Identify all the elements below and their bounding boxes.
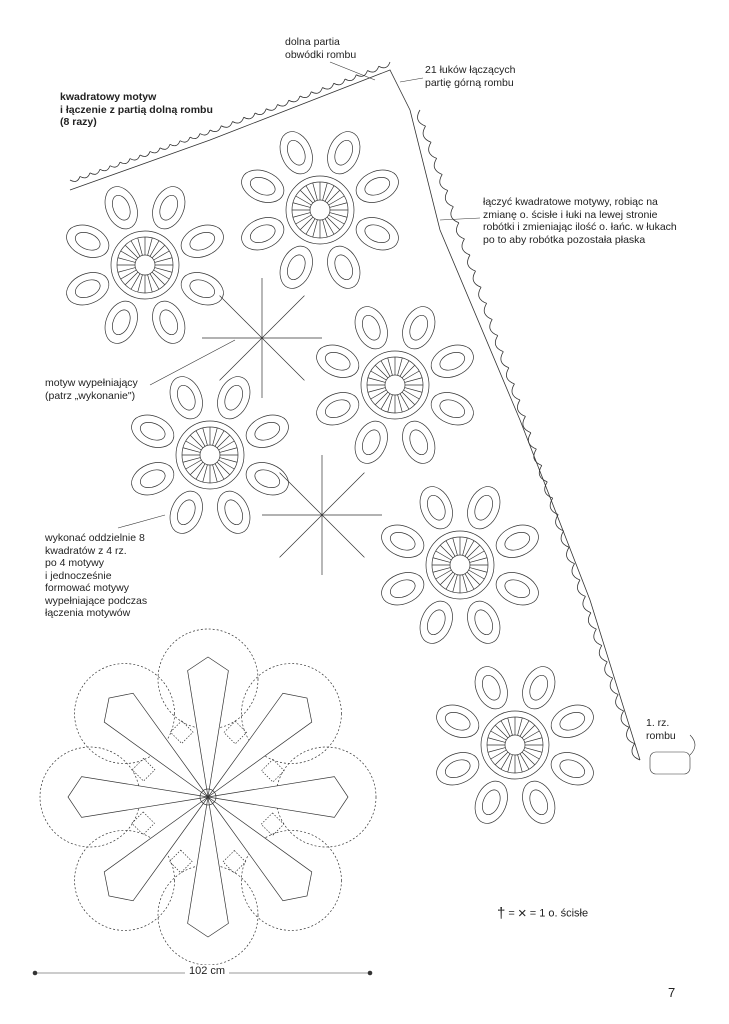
motif-petal xyxy=(491,519,543,564)
motif-petal xyxy=(312,386,364,431)
motif-petal-inner xyxy=(471,493,496,523)
motif-petal xyxy=(241,409,293,454)
motif-petal xyxy=(176,219,228,264)
motif-petal xyxy=(62,266,114,311)
motif-spoke xyxy=(138,275,143,292)
motif-spoke xyxy=(300,190,313,203)
motif-petal-inner xyxy=(362,174,392,199)
motif-petal xyxy=(274,241,319,293)
motif-spoke xyxy=(470,568,487,573)
motif-spoke xyxy=(203,428,208,445)
motif-spoke xyxy=(213,465,218,482)
motif-center xyxy=(200,445,220,465)
motif-spoke xyxy=(398,395,403,412)
motif-petal-inner xyxy=(557,756,587,781)
star-ray xyxy=(220,338,262,380)
motif-petal-inner xyxy=(252,419,282,444)
motif-petal xyxy=(432,746,484,791)
motif-spoke xyxy=(306,219,315,235)
motif-spoke xyxy=(501,754,510,770)
motif-petal-inner xyxy=(221,497,246,527)
motif-spoke xyxy=(381,394,390,410)
motif-petal-inner xyxy=(406,313,431,343)
motif-petal-inner xyxy=(443,709,473,734)
motif-center xyxy=(450,555,470,575)
doily-diamond xyxy=(170,721,193,744)
motif-spoke xyxy=(150,241,159,257)
motif-spoke xyxy=(491,731,507,740)
star-ray xyxy=(280,473,322,515)
motif-petal xyxy=(274,127,319,179)
motif-petal-inner xyxy=(388,529,418,554)
motif-spoke xyxy=(402,392,415,405)
motif-spoke xyxy=(219,441,235,450)
motif-spoke xyxy=(525,738,542,743)
motif-petal xyxy=(516,776,561,828)
motif-spoke xyxy=(469,570,485,579)
motif-spoke xyxy=(313,220,318,237)
motif-spoke xyxy=(293,203,310,208)
dimension-label: 102 cm xyxy=(185,965,229,977)
star-ray xyxy=(220,296,262,338)
motif-spoke xyxy=(375,365,388,378)
motif-spoke xyxy=(313,183,318,200)
motif-spoke xyxy=(436,570,452,579)
motif-petal xyxy=(414,596,459,648)
motif-spoke xyxy=(520,754,529,770)
motif-petal xyxy=(127,456,179,501)
motif-spoke xyxy=(330,213,347,218)
flower-motif xyxy=(312,302,479,469)
motif-spoke xyxy=(433,558,450,563)
motif-petal xyxy=(396,302,441,354)
motif-petal xyxy=(469,776,514,828)
motif-spoke xyxy=(118,268,135,273)
label-filler-motif: motyw wypełniający (patrz „wykonanie") xyxy=(45,377,138,402)
motif-petal xyxy=(426,339,478,384)
motif-petal xyxy=(396,416,441,468)
motif-petal xyxy=(546,699,598,744)
motif-spoke xyxy=(183,448,200,453)
doily-rhombus xyxy=(68,777,208,818)
doily-rhombus xyxy=(208,777,348,818)
motif-petal-inner xyxy=(443,756,473,781)
motif-spoke xyxy=(433,568,450,573)
motif-petal-inner xyxy=(187,276,217,301)
doily-diamond xyxy=(132,758,155,781)
motif-spoke xyxy=(125,245,138,258)
motif-spoke xyxy=(152,245,165,258)
motif-spoke xyxy=(404,390,420,399)
motif-spoke xyxy=(436,551,452,560)
star-ray xyxy=(322,473,364,515)
motif-petal-inner xyxy=(437,349,467,374)
motif-spoke xyxy=(323,220,328,237)
motif-spoke xyxy=(495,725,508,738)
dimension-end-left xyxy=(33,971,37,975)
motif-spoke xyxy=(470,558,487,563)
motif-spoke xyxy=(465,541,474,557)
motif-petal xyxy=(146,182,191,234)
motif-spoke xyxy=(371,390,387,399)
leader-make-separately xyxy=(118,515,165,528)
motif-petal-inner xyxy=(252,466,282,491)
stitch-legend: † = × = 1 o. ścisłe xyxy=(497,905,589,922)
motif-petal xyxy=(377,566,429,611)
motif-petal xyxy=(321,241,366,293)
motif-spoke xyxy=(217,435,230,448)
label-make-separately: wykonać oddzielnie 8 kwadratów z 4 rz. po 4 motywy i jednocześnie formować motywy wypełniające podczas łączenia motywów xyxy=(45,532,148,619)
right-chain-arcs-lower xyxy=(517,400,640,760)
motif-spoke xyxy=(213,428,218,445)
motif-spoke xyxy=(440,572,453,585)
motif-spoke xyxy=(405,378,422,383)
motif-petal-inner xyxy=(138,419,168,444)
motif-petal-inner xyxy=(187,229,217,254)
motif-spoke xyxy=(381,361,390,377)
motif-petal xyxy=(351,164,403,209)
motif-spoke xyxy=(501,721,510,737)
motif-petal-inner xyxy=(323,396,353,421)
motif-petal-inner xyxy=(221,383,246,413)
motif-petal-inner xyxy=(248,174,278,199)
label-join-motifs: łączyć kwadratowe motywy, robiąc na zmianę o. ścisłe i łuki na lewej stronie robótki i zmieniając ilość o. łańc. w łukach po to aby robótka pozostała płaska xyxy=(483,196,677,246)
motif-spoke xyxy=(183,458,200,463)
label-bottom-edge: dolna partia obwódki rombu xyxy=(285,36,357,61)
motif-spoke xyxy=(467,572,480,585)
leader-first-row xyxy=(690,735,695,755)
motif-petal xyxy=(426,386,478,431)
flower-motif xyxy=(62,182,229,349)
cross-symbol: × xyxy=(517,905,527,922)
motif-petal-inner xyxy=(502,576,532,601)
motif-spoke xyxy=(293,213,310,218)
motif-petal xyxy=(99,182,144,234)
motif-spoke xyxy=(508,755,513,772)
motif-spoke xyxy=(196,431,205,447)
motif-spoke xyxy=(524,750,540,759)
motif-spoke xyxy=(131,274,140,290)
motif-spoke xyxy=(522,752,535,765)
filler-star-motif xyxy=(262,455,382,575)
motif-petal-inner xyxy=(284,138,309,168)
motif-petal-inner xyxy=(73,276,103,301)
motif-petal-inner xyxy=(109,193,134,223)
motif-petal-inner xyxy=(557,709,587,734)
motif-petal xyxy=(62,219,114,264)
motif-petal xyxy=(546,746,598,791)
doily-diamond xyxy=(224,721,247,744)
filler-star-motif xyxy=(202,278,322,398)
motif-spoke xyxy=(388,358,393,375)
motif-petal xyxy=(164,372,209,424)
motif-spoke xyxy=(148,238,153,255)
label-square-motif: kwadratowy motyw i łączenie z partią dolną rombu (8 razy) xyxy=(60,91,213,128)
motif-petal xyxy=(516,662,561,714)
doily-rhombus xyxy=(208,693,312,797)
doily-diamond xyxy=(261,813,284,836)
motif-spoke xyxy=(190,462,203,475)
motif-spoke xyxy=(488,738,505,743)
flower-motif xyxy=(237,127,404,294)
motif-spoke xyxy=(138,238,143,255)
flower-motif xyxy=(377,482,544,649)
motif-spoke xyxy=(327,190,340,203)
doily-rhombus xyxy=(208,797,312,901)
motif-petal-inner xyxy=(323,349,353,374)
doily-rhombus xyxy=(104,693,208,797)
motif-petal-inner xyxy=(156,307,181,337)
motif-spoke xyxy=(495,752,508,765)
doily-diamond xyxy=(223,851,246,874)
motif-petal xyxy=(469,662,514,714)
motif-petal-inner xyxy=(174,383,199,413)
star-ray xyxy=(322,515,364,557)
motif-spoke xyxy=(388,395,393,412)
motif-spoke xyxy=(125,272,138,285)
motif-petal-inner xyxy=(502,529,532,554)
motif-petal xyxy=(461,482,506,534)
motif-spoke xyxy=(190,435,203,448)
motif-petal xyxy=(414,482,459,534)
motif-petal xyxy=(349,416,394,468)
motif-spoke xyxy=(219,460,235,469)
motif-spoke xyxy=(186,460,202,469)
star-ray xyxy=(262,338,304,380)
motif-petal xyxy=(237,164,289,209)
motif-petal xyxy=(461,596,506,648)
motif-spoke xyxy=(154,251,170,260)
motif-spoke xyxy=(296,196,312,205)
motif-spoke xyxy=(300,217,313,230)
motif-spoke xyxy=(325,186,334,202)
motif-spoke xyxy=(152,272,165,285)
motif-spoke xyxy=(440,545,453,558)
motif-spoke xyxy=(203,465,208,482)
motif-petal-inner xyxy=(479,673,504,703)
motif-spoke xyxy=(467,545,480,558)
motif-petal-inner xyxy=(424,493,449,523)
flower-motif xyxy=(127,372,294,539)
motif-spoke xyxy=(368,388,385,393)
motif-spoke xyxy=(329,215,345,224)
motif-spoke xyxy=(121,251,137,260)
motif-petal-inner xyxy=(424,607,449,637)
motif-spoke xyxy=(446,541,455,557)
motif-spoke xyxy=(520,721,529,737)
motif-petal-inner xyxy=(526,673,551,703)
motif-spoke xyxy=(398,358,403,375)
motif-spoke xyxy=(329,196,345,205)
leader-filler-motif xyxy=(150,340,235,385)
motif-spoke xyxy=(154,270,170,279)
motif-spoke xyxy=(186,441,202,450)
page-number: 7 xyxy=(668,985,676,1000)
motif-spoke xyxy=(518,718,523,735)
motif-spoke xyxy=(296,215,312,224)
motif-spoke xyxy=(327,217,340,230)
motif-spoke xyxy=(196,464,205,480)
right-chain-arcs-upper xyxy=(418,110,520,400)
motif-petal xyxy=(211,372,256,424)
motif-spoke xyxy=(217,462,230,475)
motif-spoke xyxy=(522,725,535,738)
motif-petal xyxy=(349,302,394,354)
motif-petal-inner xyxy=(138,466,168,491)
motif-petal-inner xyxy=(437,396,467,421)
motif-petal xyxy=(164,486,209,538)
motif-spoke xyxy=(155,268,172,273)
motif-spoke xyxy=(325,219,334,235)
motif-spoke xyxy=(368,378,385,383)
motif-spoke xyxy=(453,575,458,592)
motif-center xyxy=(385,375,405,395)
motif-petal xyxy=(127,409,179,454)
motif-petal-inner xyxy=(388,576,418,601)
motif-spoke xyxy=(330,203,347,208)
motif-spoke xyxy=(463,538,468,555)
motif-spoke xyxy=(404,371,420,380)
motif-petal-inner xyxy=(331,252,356,282)
motif-petal xyxy=(237,211,289,256)
motif-spoke xyxy=(465,574,474,590)
label-first-row: 1. rz. rombu xyxy=(646,717,676,742)
motif-petal xyxy=(176,266,228,311)
motif-spoke xyxy=(121,270,137,279)
motif-petal-inner xyxy=(359,427,384,457)
motif-center xyxy=(135,255,155,275)
flower-motif xyxy=(432,662,599,829)
motif-spoke xyxy=(405,388,422,393)
motif-petal-inner xyxy=(73,229,103,254)
motif-spoke xyxy=(220,448,237,453)
motif-center xyxy=(505,735,525,755)
motif-petal xyxy=(351,211,403,256)
motif-petal-inner xyxy=(156,193,181,223)
motif-spoke xyxy=(148,275,153,292)
motif-spoke xyxy=(131,241,140,257)
motif-spoke xyxy=(323,183,328,200)
doily-rhombus xyxy=(104,797,208,901)
motif-petal-inner xyxy=(479,787,504,817)
motif-petal-inner xyxy=(471,607,496,637)
motif-petal-inner xyxy=(331,138,356,168)
motif-spoke xyxy=(524,731,540,740)
motif-petal-inner xyxy=(406,427,431,457)
motif-petal-inner xyxy=(248,221,278,246)
motif-petal-inner xyxy=(284,252,309,282)
motif-spoke xyxy=(215,464,224,480)
doily-overview xyxy=(40,629,376,965)
motif-spoke xyxy=(400,361,409,377)
motif-petal-inner xyxy=(362,221,392,246)
motif-spoke xyxy=(518,755,523,772)
motif-spoke xyxy=(525,748,542,753)
motif-spoke xyxy=(150,274,159,290)
motif-spoke xyxy=(375,392,388,405)
motif-spoke xyxy=(402,365,415,378)
motif-spoke xyxy=(453,538,458,555)
motif-spoke xyxy=(446,574,455,590)
motif-spoke xyxy=(220,458,237,463)
motif-petal xyxy=(321,127,366,179)
dimension-end-right xyxy=(368,971,372,975)
rhombus-top-edge xyxy=(70,70,410,190)
motif-center xyxy=(310,200,330,220)
motif-spoke xyxy=(491,750,507,759)
motif-petal xyxy=(211,486,256,538)
motif-petal xyxy=(146,296,191,348)
top-chain-arcs-right xyxy=(210,62,390,132)
top-chain-arcs-left xyxy=(70,130,210,181)
star-ray xyxy=(262,296,304,338)
motif-petal xyxy=(312,339,364,384)
motif-petal xyxy=(491,566,543,611)
star-ray xyxy=(280,515,322,557)
motif-spoke xyxy=(306,186,315,202)
leader-arcs-top xyxy=(400,78,423,82)
motif-petal-inner xyxy=(174,497,199,527)
motif-spoke xyxy=(400,394,409,410)
motif-petal-inner xyxy=(109,307,134,337)
doily-diamond xyxy=(169,850,192,873)
motif-spoke xyxy=(488,748,505,753)
motif-petal xyxy=(432,699,484,744)
motif-spoke xyxy=(155,258,172,263)
motif-petal xyxy=(99,296,144,348)
label-arcs-top: 21 łuków łączących partię górną rombu xyxy=(425,64,516,89)
leader-join-motifs xyxy=(440,218,480,220)
motif-spoke xyxy=(469,551,485,560)
motif-spoke xyxy=(118,258,135,263)
motif-petal xyxy=(377,519,429,564)
first-row-detail xyxy=(650,752,690,774)
dagger-symbol: † xyxy=(497,905,506,922)
motif-spoke xyxy=(508,718,513,735)
motif-spoke xyxy=(463,575,468,592)
motif-spoke xyxy=(371,371,387,380)
motif-petal-inner xyxy=(359,313,384,343)
motif-petal-inner xyxy=(526,787,551,817)
motif-spoke xyxy=(215,431,224,447)
